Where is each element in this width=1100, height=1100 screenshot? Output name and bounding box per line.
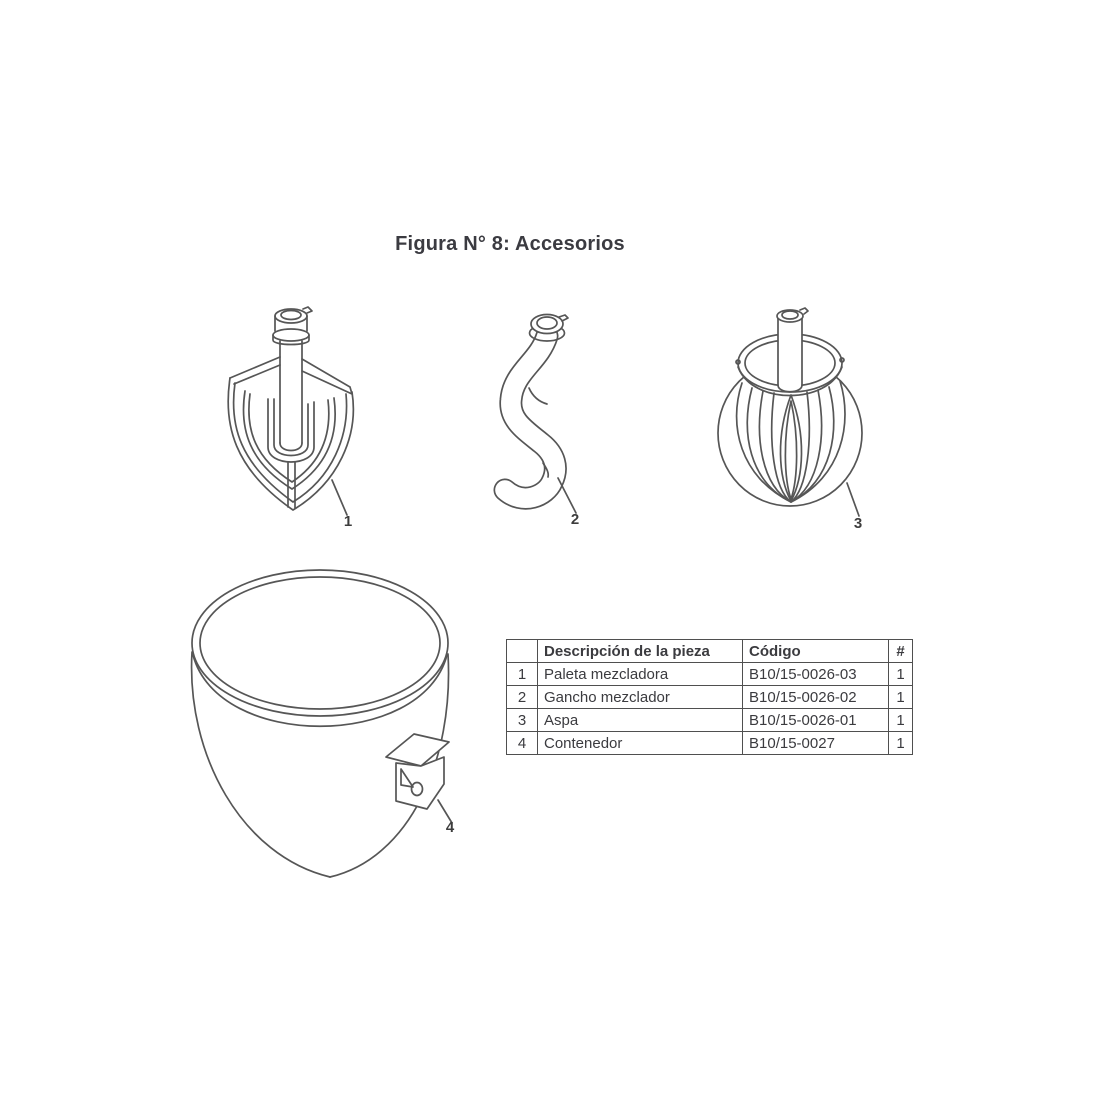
callout-leader-2 [558, 478, 576, 513]
callout-leader-3 [847, 483, 859, 516]
callout-label-hook: 2 [570, 511, 580, 528]
parts-table [506, 639, 913, 755]
figure-title: Figura N° 8: Accesorios [395, 233, 625, 255]
header-description-cell: Descripción de la pieza [538, 640, 743, 663]
part-code-cell: B10/15-0026-03 [743, 663, 889, 686]
table-row [507, 709, 913, 732]
part-description-cell: Contenedor [538, 732, 743, 755]
part-index-cell: 4 [507, 732, 538, 755]
part-index-cell: 1 [507, 663, 538, 686]
part-qty-cell: 1 [889, 732, 913, 755]
header-qty-cell: # [889, 640, 913, 663]
table-row [507, 732, 913, 755]
part-description-cell: Aspa [538, 709, 743, 732]
table-row [507, 663, 913, 686]
bowl-drawing [180, 560, 480, 890]
part-qty-cell: 1 [889, 686, 913, 709]
part-description-cell: Gancho mezclador [538, 686, 743, 709]
callout-label-bowl: 4 [445, 819, 455, 836]
header-index-cell [507, 640, 538, 663]
table-header-row [507, 640, 913, 663]
part-description-cell: Paleta mezcladora [538, 663, 743, 686]
part-code-cell: B10/15-0027 [743, 732, 889, 755]
whisk-attachment-drawing [700, 295, 890, 540]
callout-label-whisk: 3 [853, 515, 863, 532]
part-index-cell: 2 [507, 686, 538, 709]
part-code-cell: B10/15-0026-01 [743, 709, 889, 732]
part-index-cell: 3 [507, 709, 538, 732]
callout-label-paddle: 1 [343, 513, 353, 530]
hook-attachment-drawing [485, 300, 630, 535]
table-row [507, 686, 913, 709]
header-code-cell: Código [743, 640, 889, 663]
part-qty-cell: 1 [889, 709, 913, 732]
paddle-attachment-drawing [220, 295, 370, 540]
part-code-cell: B10/15-0026-02 [743, 686, 889, 709]
part-qty-cell: 1 [889, 663, 913, 686]
callout-leader-1 [332, 480, 347, 515]
